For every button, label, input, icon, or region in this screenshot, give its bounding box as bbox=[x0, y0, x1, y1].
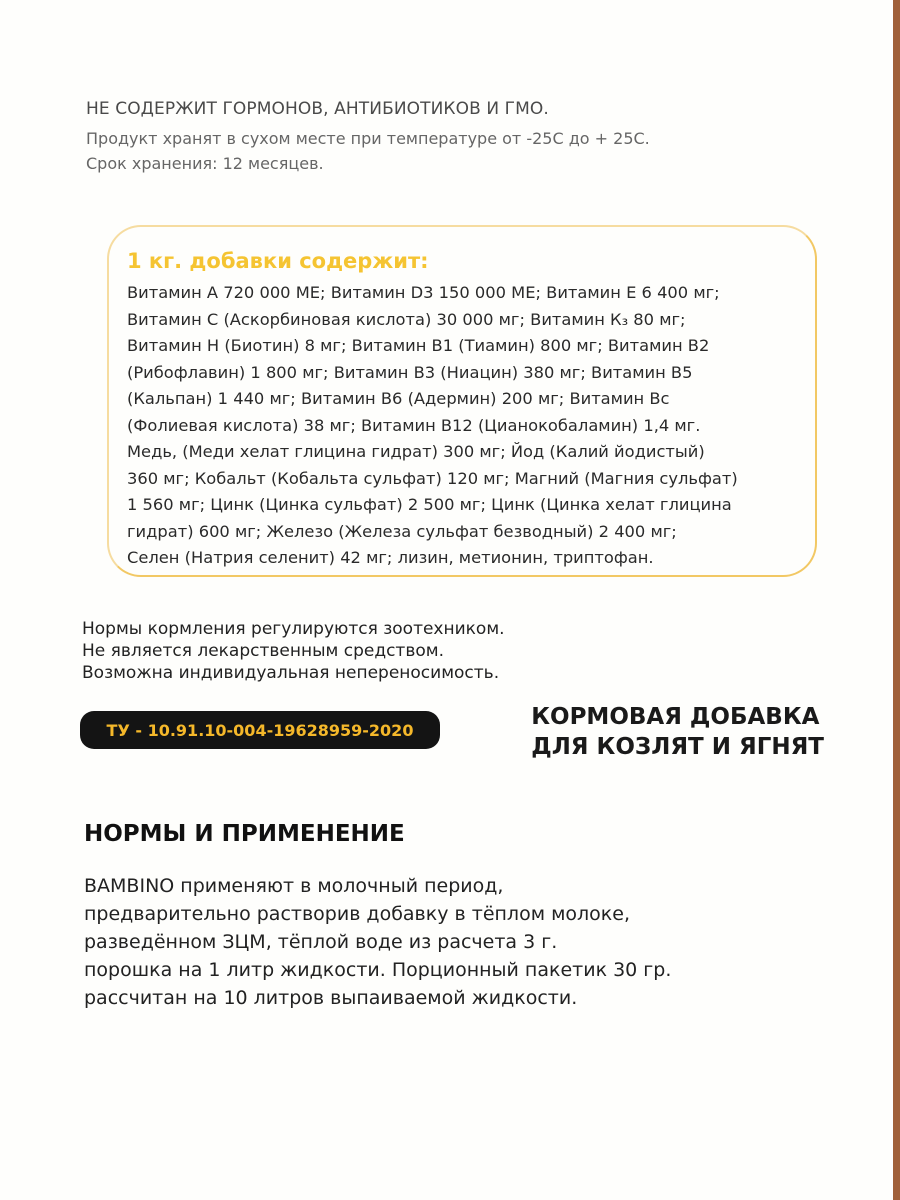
composition-line: Витамин Н (Биотин) 8 мг; Витамин В1 (Тиамин) 800 мг; Витамин В2 bbox=[127, 336, 710, 355]
storage-conditions: Продукт хранят в сухом месте при температуре от -25С до + 25С. bbox=[86, 129, 650, 148]
usage-section-title: НОРМЫ И ПРИМЕНЕНИЕ bbox=[84, 821, 405, 847]
feeding-notes bbox=[82, 618, 505, 684]
composition-line: Медь, (Меди хелат глицина гидрат) 300 мг; Йод (Калий йодистый) bbox=[127, 442, 705, 461]
composition-line: гидрат) 600 мг; Железо (Железа сульфат безводный) 2 400 мг; bbox=[127, 521, 677, 541]
usage-text bbox=[84, 872, 671, 1012]
usage-line: предварительно растворив добавку в тёплом молоке, bbox=[84, 903, 630, 925]
product-title-line: ДЛЯ КОЗЛЯТ И ЯГНЯТ bbox=[531, 734, 824, 760]
composition-line: (Фолиевая кислота) 38 мг; Витамин В12 (Цианокобаламин) 1,4 мг. bbox=[127, 415, 701, 435]
product-title bbox=[531, 702, 824, 762]
composition-line: 360 мг; Кобальт (Кобальта сульфат) 120 мг; Магний (Магния сульфат) bbox=[127, 468, 738, 488]
usage-line: порошка на 1 литр жидкости. Порционный пакетик 30 гр. bbox=[84, 959, 672, 981]
composition-line: Витамин А 720 000 МЕ; Витамин D3 150 000 МЕ; Витамин Е 6 400 мг; bbox=[127, 283, 720, 302]
composition-line: Селен (Натрия селенит) 42 мг; лизин, метионин, триптофан. bbox=[127, 548, 654, 567]
composition-box bbox=[107, 225, 817, 577]
note-intolerance: Возможна индивидуальная непереносимость. bbox=[82, 663, 500, 683]
usage-line: разведённом ЗЦМ, тёплой воде из расчета 3 г. bbox=[84, 931, 558, 953]
note-not-medicine: Не является лекарственным средством. bbox=[82, 641, 444, 661]
no-hormones-warning: НЕ СОДЕРЖИТ ГОРМОНОВ, АНТИБИОТИКОВ И ГМО. bbox=[86, 99, 549, 119]
note-zootechnician: Нормы кормления регулируются зоотехником. bbox=[82, 619, 505, 639]
composition-title: 1 кг. добавки содержит: bbox=[127, 249, 429, 273]
package-edge-strip bbox=[893, 0, 900, 1200]
composition-text bbox=[127, 280, 797, 572]
composition-line: (Рибофлавин) 1 800 мг; Витамин В3 (Ниацин) 380 мг; Витамин В5 bbox=[127, 362, 693, 382]
product-title-line: КОРМОВАЯ ДОБАВКА bbox=[531, 704, 820, 730]
tu-badge: ТУ - 10.91.10-004-19628959-2020 bbox=[80, 711, 440, 749]
usage-line: рассчитан на 10 литров выпаиваемой жидкости. bbox=[84, 987, 578, 1009]
composition-line: Витамин С (Аскорбиновая кислота) 30 000 мг; Витамин К₃ 80 мг; bbox=[127, 309, 686, 329]
composition-line: (Кальпан) 1 440 мг; Витамин В6 (Адермин) 200 мг; Витамин Вс bbox=[127, 389, 670, 408]
usage-line: BAMBINO применяют в молочный период, bbox=[84, 875, 504, 897]
composition-line: 1 560 мг; Цинк (Цинка сульфат) 2 500 мг; Цинк (Цинка хелат глицина bbox=[127, 495, 732, 514]
shelf-life: Срок хранения: 12 месяцев. bbox=[86, 154, 324, 173]
header-block bbox=[86, 98, 650, 176]
